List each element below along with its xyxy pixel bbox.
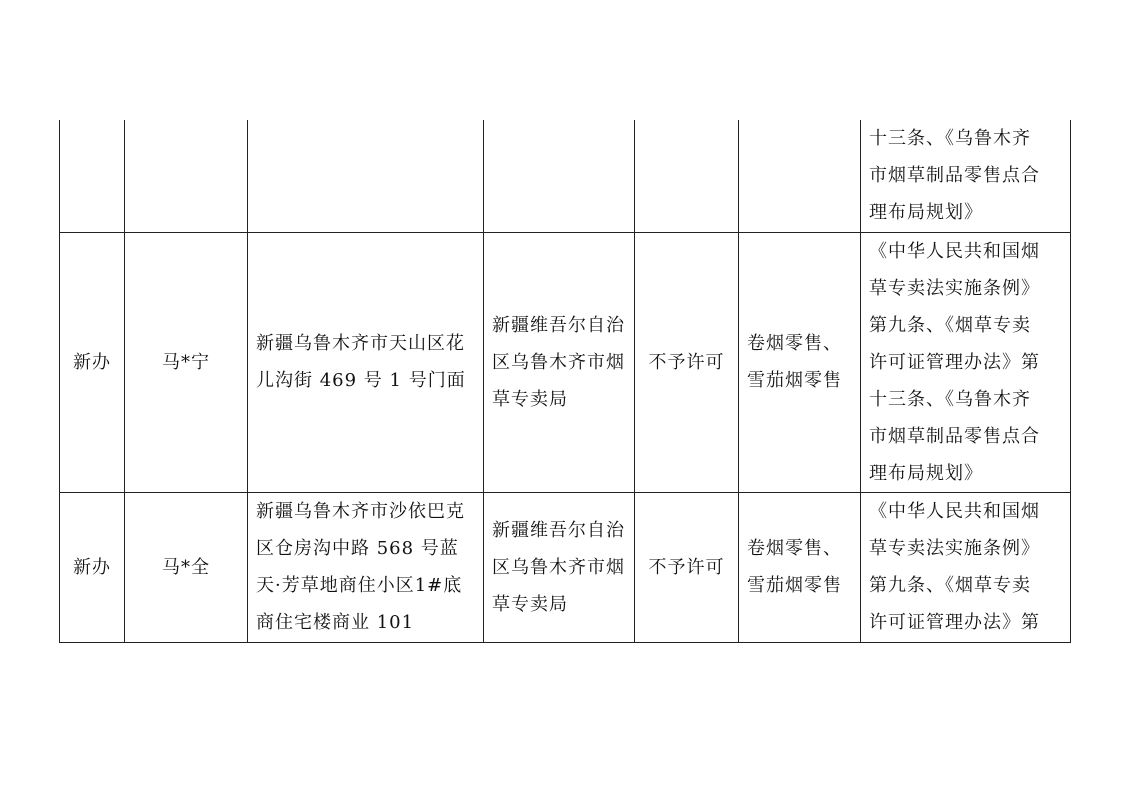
office-cell: 新办 (60, 232, 125, 492)
legal-basis-cell (861, 120, 1071, 232)
applicant-cell: 马*宁 (125, 232, 248, 492)
legal-basis-line: 许可证管理办法》第 (869, 612, 1040, 633)
table-row (60, 492, 1071, 642)
legal-basis-line: 草专卖法实施条例》 (869, 277, 1040, 299)
office-cell (60, 120, 125, 232)
scope-cell (739, 120, 861, 232)
legal-basis-line: 第九条、《烟草专卖 (869, 314, 1031, 336)
decision-cell: 不予许可 (635, 492, 739, 642)
authority-cell (484, 120, 635, 232)
address-cell: 新疆乌鲁木齐市天山区花儿沟街 469 号 1 号门面 (248, 232, 484, 492)
legal-basis-line: 理布局规划》 (869, 462, 983, 484)
legal-basis-line: 十三条、《乌鲁木齐 (869, 128, 1031, 150)
authority-cell: 新疆维吾尔自治区乌鲁木齐市烟草专卖局 (484, 492, 635, 642)
scope-cell: 卷烟零售、雪茄烟零售 (739, 232, 861, 492)
authority-cell: 新疆维吾尔自治区乌鲁木齐市烟草专卖局 (484, 232, 635, 492)
table-row (60, 120, 1071, 232)
office-cell: 新办 (60, 492, 125, 642)
legal-basis-line: 第九条、《烟草专卖 (869, 575, 1031, 596)
license-decision-table-page (59, 120, 1070, 643)
legal-basis-line: 理布局规划》 (869, 202, 983, 224)
applicant-cell: 马*全 (125, 492, 248, 642)
decision-cell: 不予许可 (635, 232, 739, 492)
address-cell: 新疆乌鲁木齐市沙依巴克区仓房沟中路 568 号蓝天·芳草地商住小区1#底商住宅楼商业 101 (248, 492, 484, 642)
address-cell (248, 120, 484, 232)
legal-basis-line: 市烟草制品零售点合 (869, 425, 1040, 447)
legal-basis-line: 市烟草制品零售点合 (869, 165, 1040, 187)
scope-cell: 卷烟零售、雪茄烟零售 (739, 492, 861, 642)
legal-basis-cell (861, 492, 1071, 642)
table-row (60, 232, 1071, 492)
legal-basis-line: 许可证管理办法》第 (869, 351, 1040, 373)
legal-basis-line: 《中华人民共和国烟 (869, 501, 1040, 522)
legal-basis-line: 草专卖法实施条例》 (869, 538, 1040, 559)
decision-cell (635, 120, 739, 232)
applicant-cell (125, 120, 248, 232)
legal-basis-line: 十三条、《乌鲁木齐 (869, 388, 1031, 410)
legal-basis-cell (861, 232, 1071, 492)
legal-basis-line: 《中华人民共和国烟 (869, 240, 1040, 262)
license-decision-table (59, 120, 1071, 643)
